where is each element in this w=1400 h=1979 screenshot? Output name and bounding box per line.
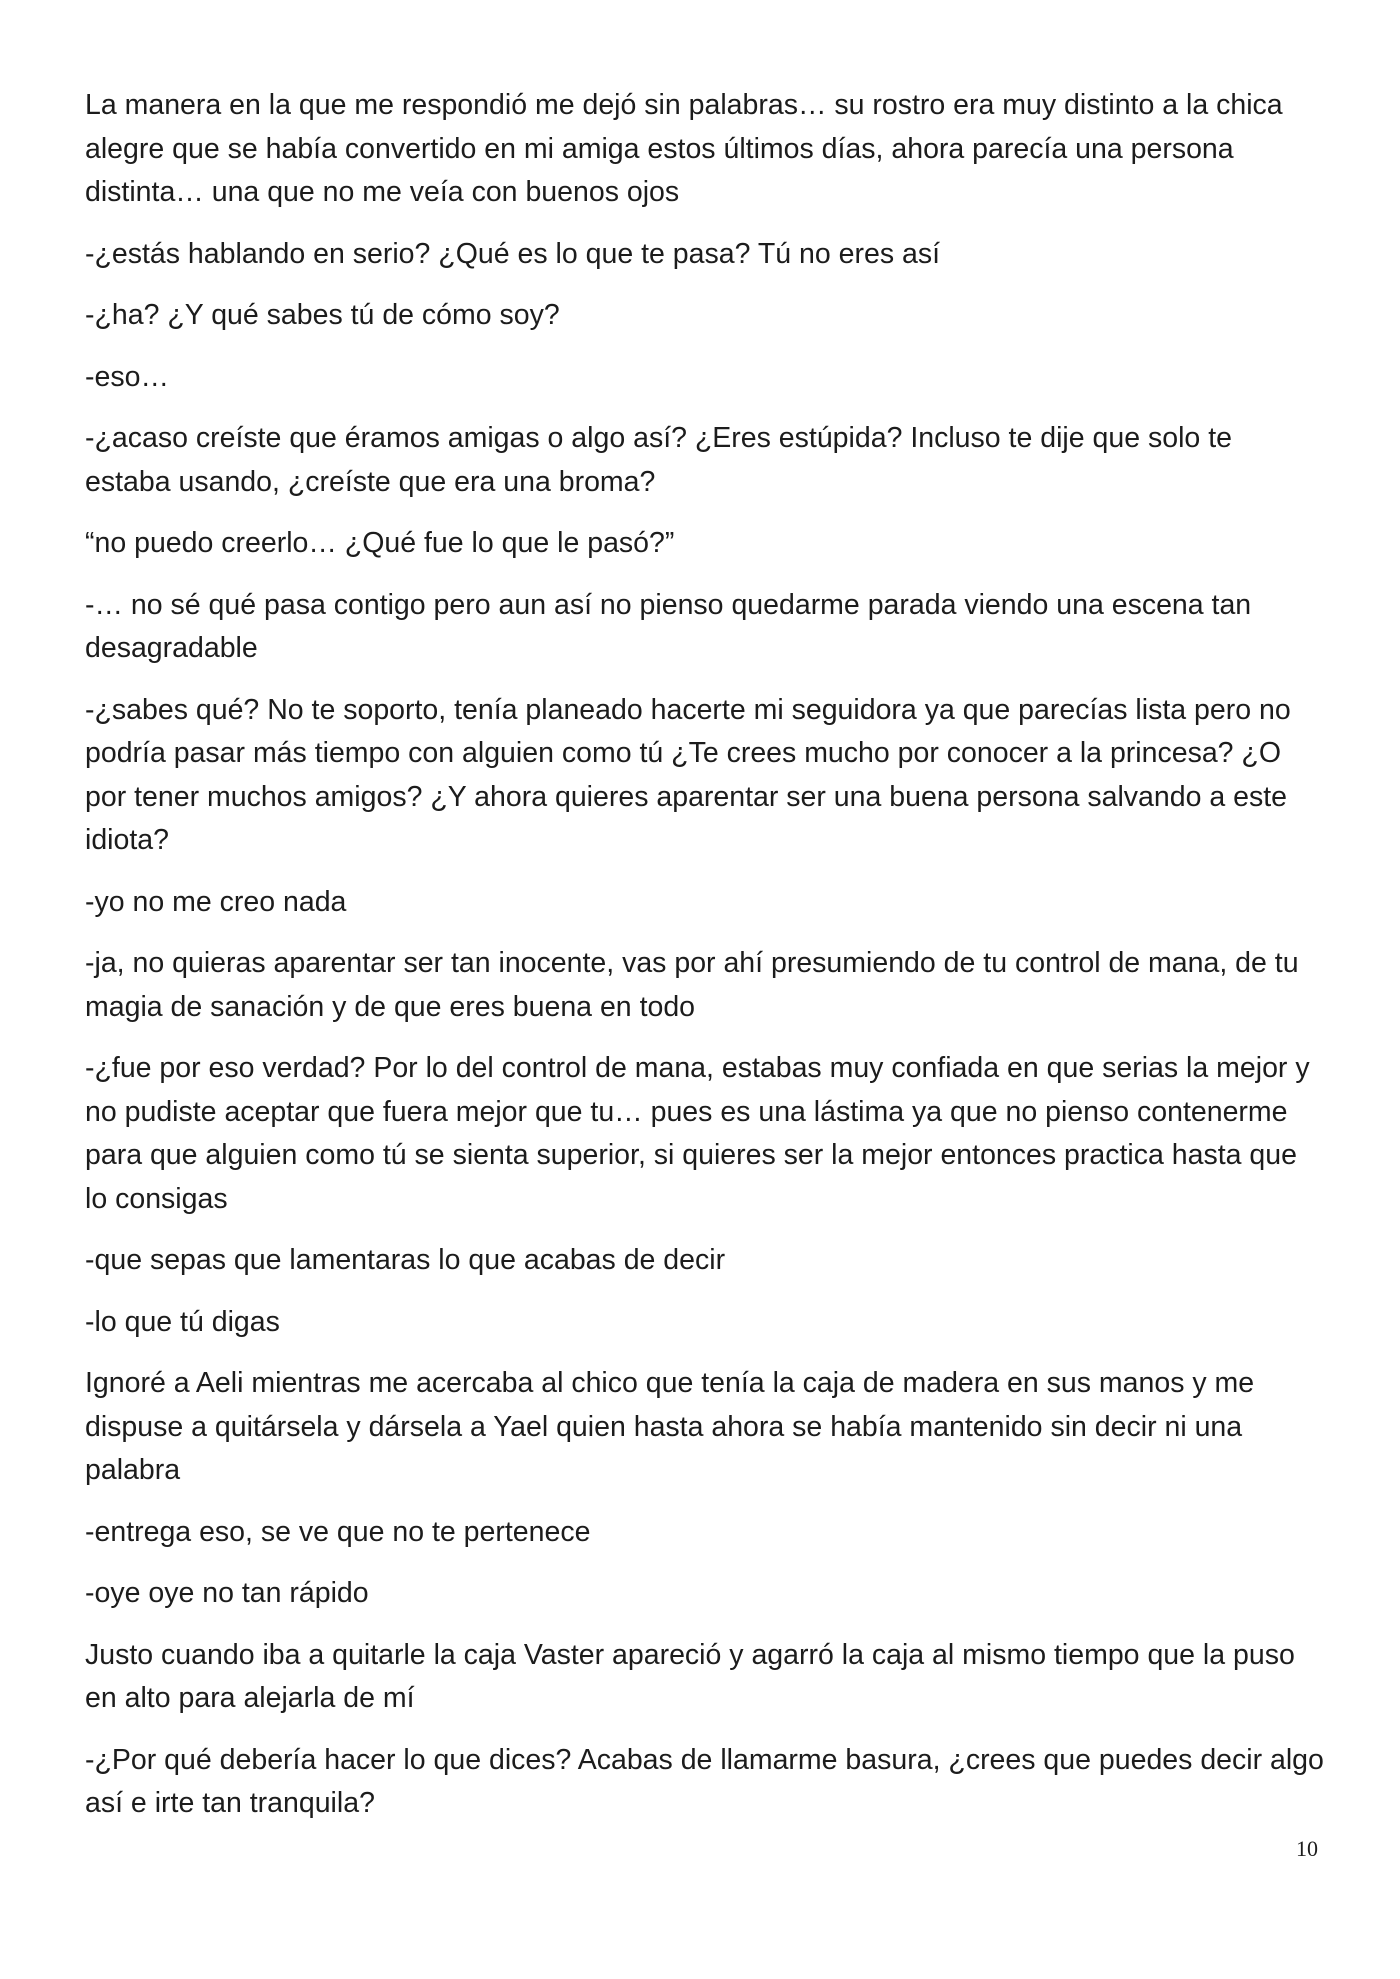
paragraph: -¿estás hablando en serio? ¿Qué es lo que te pasa? Tú no eres así [85, 237, 940, 270]
paragraph: -¿ha? ¿Y qué sabes tú de cómo soy? [85, 299, 560, 331]
paragraph: -entrega eso, se ve que no te pertenece [85, 1515, 591, 1548]
paragraph: -¿acaso creíste que éramos amigas o algo así? ¿Eres estúpida? Incluso te dije que solo te estaba usando, ¿creíste que era una broma? [85, 422, 1232, 498]
paragraph: -ja, no quieras aparentar ser tan inocente, vas por ahí presumiendo de tu control de mana, de tu magia de sanación y de que eres buena en todo [85, 947, 1299, 1023]
paragraph: -lo que tú digas [85, 1305, 280, 1338]
page-body-text [85, 84, 1325, 1844]
paragraph: -oye oye no tan rápido [85, 1577, 369, 1609]
paragraph: La manera en la que me respondió me dejó sin palabras… su rostro era muy distinto a la chica alegre que se había convertido en mi amiga estos últimos días, ahora parecía una persona distinta… una que no me veía con buenos ojos [85, 89, 1283, 208]
paragraph: -¿fue por eso verdad? Por lo del control de mana, estabas muy confiada en que serias la mejor y no pudiste aceptar que fuera mejor que tu… pues es una lástima ya que no pienso contenerme para que alguien como tú se sienta superior, si quieres ser la mejor entonces practica hasta que lo consigas [85, 1052, 1310, 1215]
paragraph: -que sepas que lamentaras lo que acabas de decir [85, 1244, 726, 1276]
paragraph: -… no sé qué pasa contigo pero aun así no pienso quedarme parada viendo una escena tan desagradable [85, 588, 1252, 664]
paragraph: -¿sabes qué? No te soporto, tenía planeado hacerte mi seguidora ya que parecías lista pero no podría pasar más tiempo con alguien como tú ¿Te crees mucho por conocer a la princesa? ¿O por tener muchos amigos? ¿Y ahora quieres aparentar ser una buena persona salvando a este idiota? [85, 693, 1291, 856]
paragraph: -eso… [85, 360, 169, 393]
page-number: 10 [1296, 1836, 1318, 1861]
paragraph: -yo no me creo nada [85, 885, 347, 918]
paragraph: Justo cuando iba a quitarle la caja Vaster apareció y agarró la caja al mismo tiempo que la puso en alto para alejarla de mí [85, 1638, 1295, 1714]
paragraph: “no puedo creerlo… ¿Qué fue lo que le pasó?” [85, 527, 675, 559]
paragraph: Ignoré a Aeli mientras me acercaba al chico que tenía la caja de madera en sus manos y me dispuse a quitársela y dársela a Yael quien hasta ahora se había mantenido sin decir ni una palabra [85, 1367, 1255, 1486]
paragraph: -¿Por qué debería hacer lo que dices? Acabas de llamarme basura, ¿crees que puedes decir algo así e irte tan tranquila? [85, 1743, 1324, 1819]
